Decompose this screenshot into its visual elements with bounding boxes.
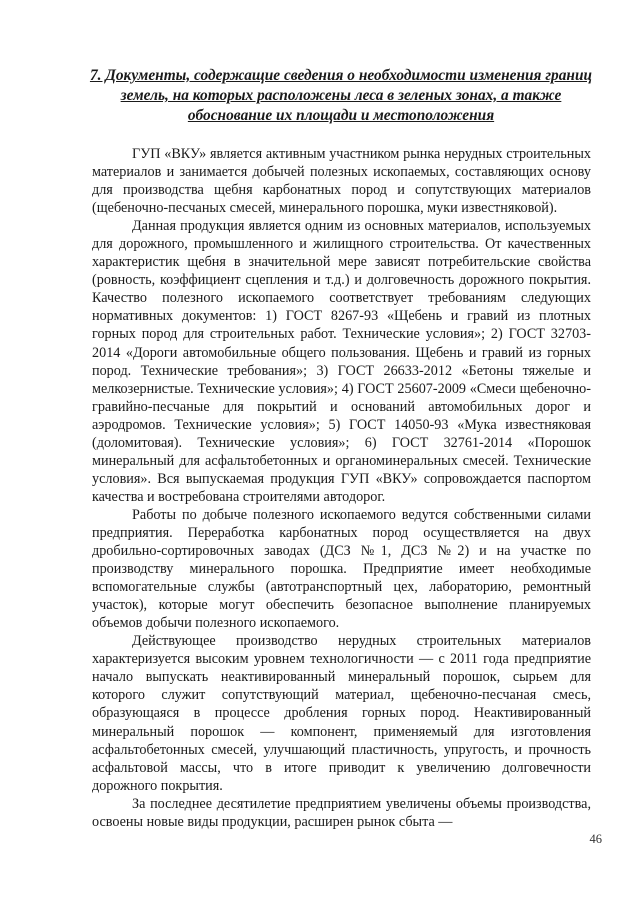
paragraph-product-standards: Данная продукция является одним из основных материалов, используемых для дорожного, промышленного и жилищного строительства. От качественных характеристик щебня в значительной мере зависят потребительские свойства (ровность, коэффициент сцепления и т.д.) и долговечность дорожного покрытия. Качество полезного ископаемого соответствует требованиям следующих нормативных документов: 1) ГОСТ 8267-93 «Щебень и гравий из плотных горных пород для строительных работ. Технические условия»; 2) ГОСТ 32703-2014 «Дороги автомобильные общего пользования. Щебень и гравий из горных пород. Технические требования»; 3) ГОСТ 26633-2012 «Бетоны тяжелые и мелкозернистые. Технические условия»; 4) ГОСТ 25607-2009 «Смеси щебеночно-гравийно-песчаные для покрытий и оснований автомобильных дорог и аэродромов. Технические условия»; 5) ГОСТ 14050-93 «Мука известняковая (доломитовая). Технические условия»; 6) ГОСТ 32761-2014 «Порошок минеральный для асфальтобетонных и органоминеральных смесей. Технические условия». Вся выпускаемая продукция ГУП «ВКУ» сопровождается паспортом качества и востребована строителями автодорог. bbox=[92, 218, 591, 505]
paragraph-decade-growth: За последнее десятилетие предприятием увеличены объемы производства, освоены новые виды продукции, расширен рынок сбыта — bbox=[92, 795, 591, 830]
paragraph-company-overview: ГУП «ВКУ» является активным участником рынка нерудных строительных материалов и занимается добычей полезных ископаемых, составляющих основу для производства щебня карбонатных пород и сопутствующих материалов (щебеночно-песчаных смесей, минерального порошка, муки известняковой). bbox=[92, 146, 591, 217]
body-text bbox=[92, 145, 591, 831]
section-heading: 7. Документы, содержащие сведения о необходимости изменения границ земель, на которых расположены леса в зеленых зонах, а также обоснование их площади и местоположения bbox=[89, 67, 593, 124]
paragraph-mining-operations: Работы по добыче полезного ископаемого ведутся собственными силами предприятия. Переработка карбонатных пород осуществляется на двух дробильно-сортировочных заводах (ДСЗ №1, ДСЗ №2) и на участке по производству минерального порошка. Предприятие имеет необходимые вспомогательные службы (автотранспортный цех, лабораторию, ремонтный участок), которые могут обеспечить безопасное выполнение планируемых объемов добычи полезного ископаемого. bbox=[92, 506, 591, 632]
page-number: 46 bbox=[589, 832, 602, 846]
paragraph-mineral-powder: Действующее производство нерудных строительных материалов характеризуется высоким уровнем технологичности — с 2011 года предприятие начало выпускать неактивированный минеральный порошок, сырьем для которого служит сопутствующий материал, щебеночно-песчаная смесь, образующаяся в процессе дробления горных пород. Неактивированный минеральный порошок — компонент, применяемый для изготовления асфальтобетонных смесей, улучшающий пластичность, упругость, и прочность асфальтовой массы, что в итоге приводит к увеличению долговечности дорожного покрытия. bbox=[92, 633, 591, 794]
